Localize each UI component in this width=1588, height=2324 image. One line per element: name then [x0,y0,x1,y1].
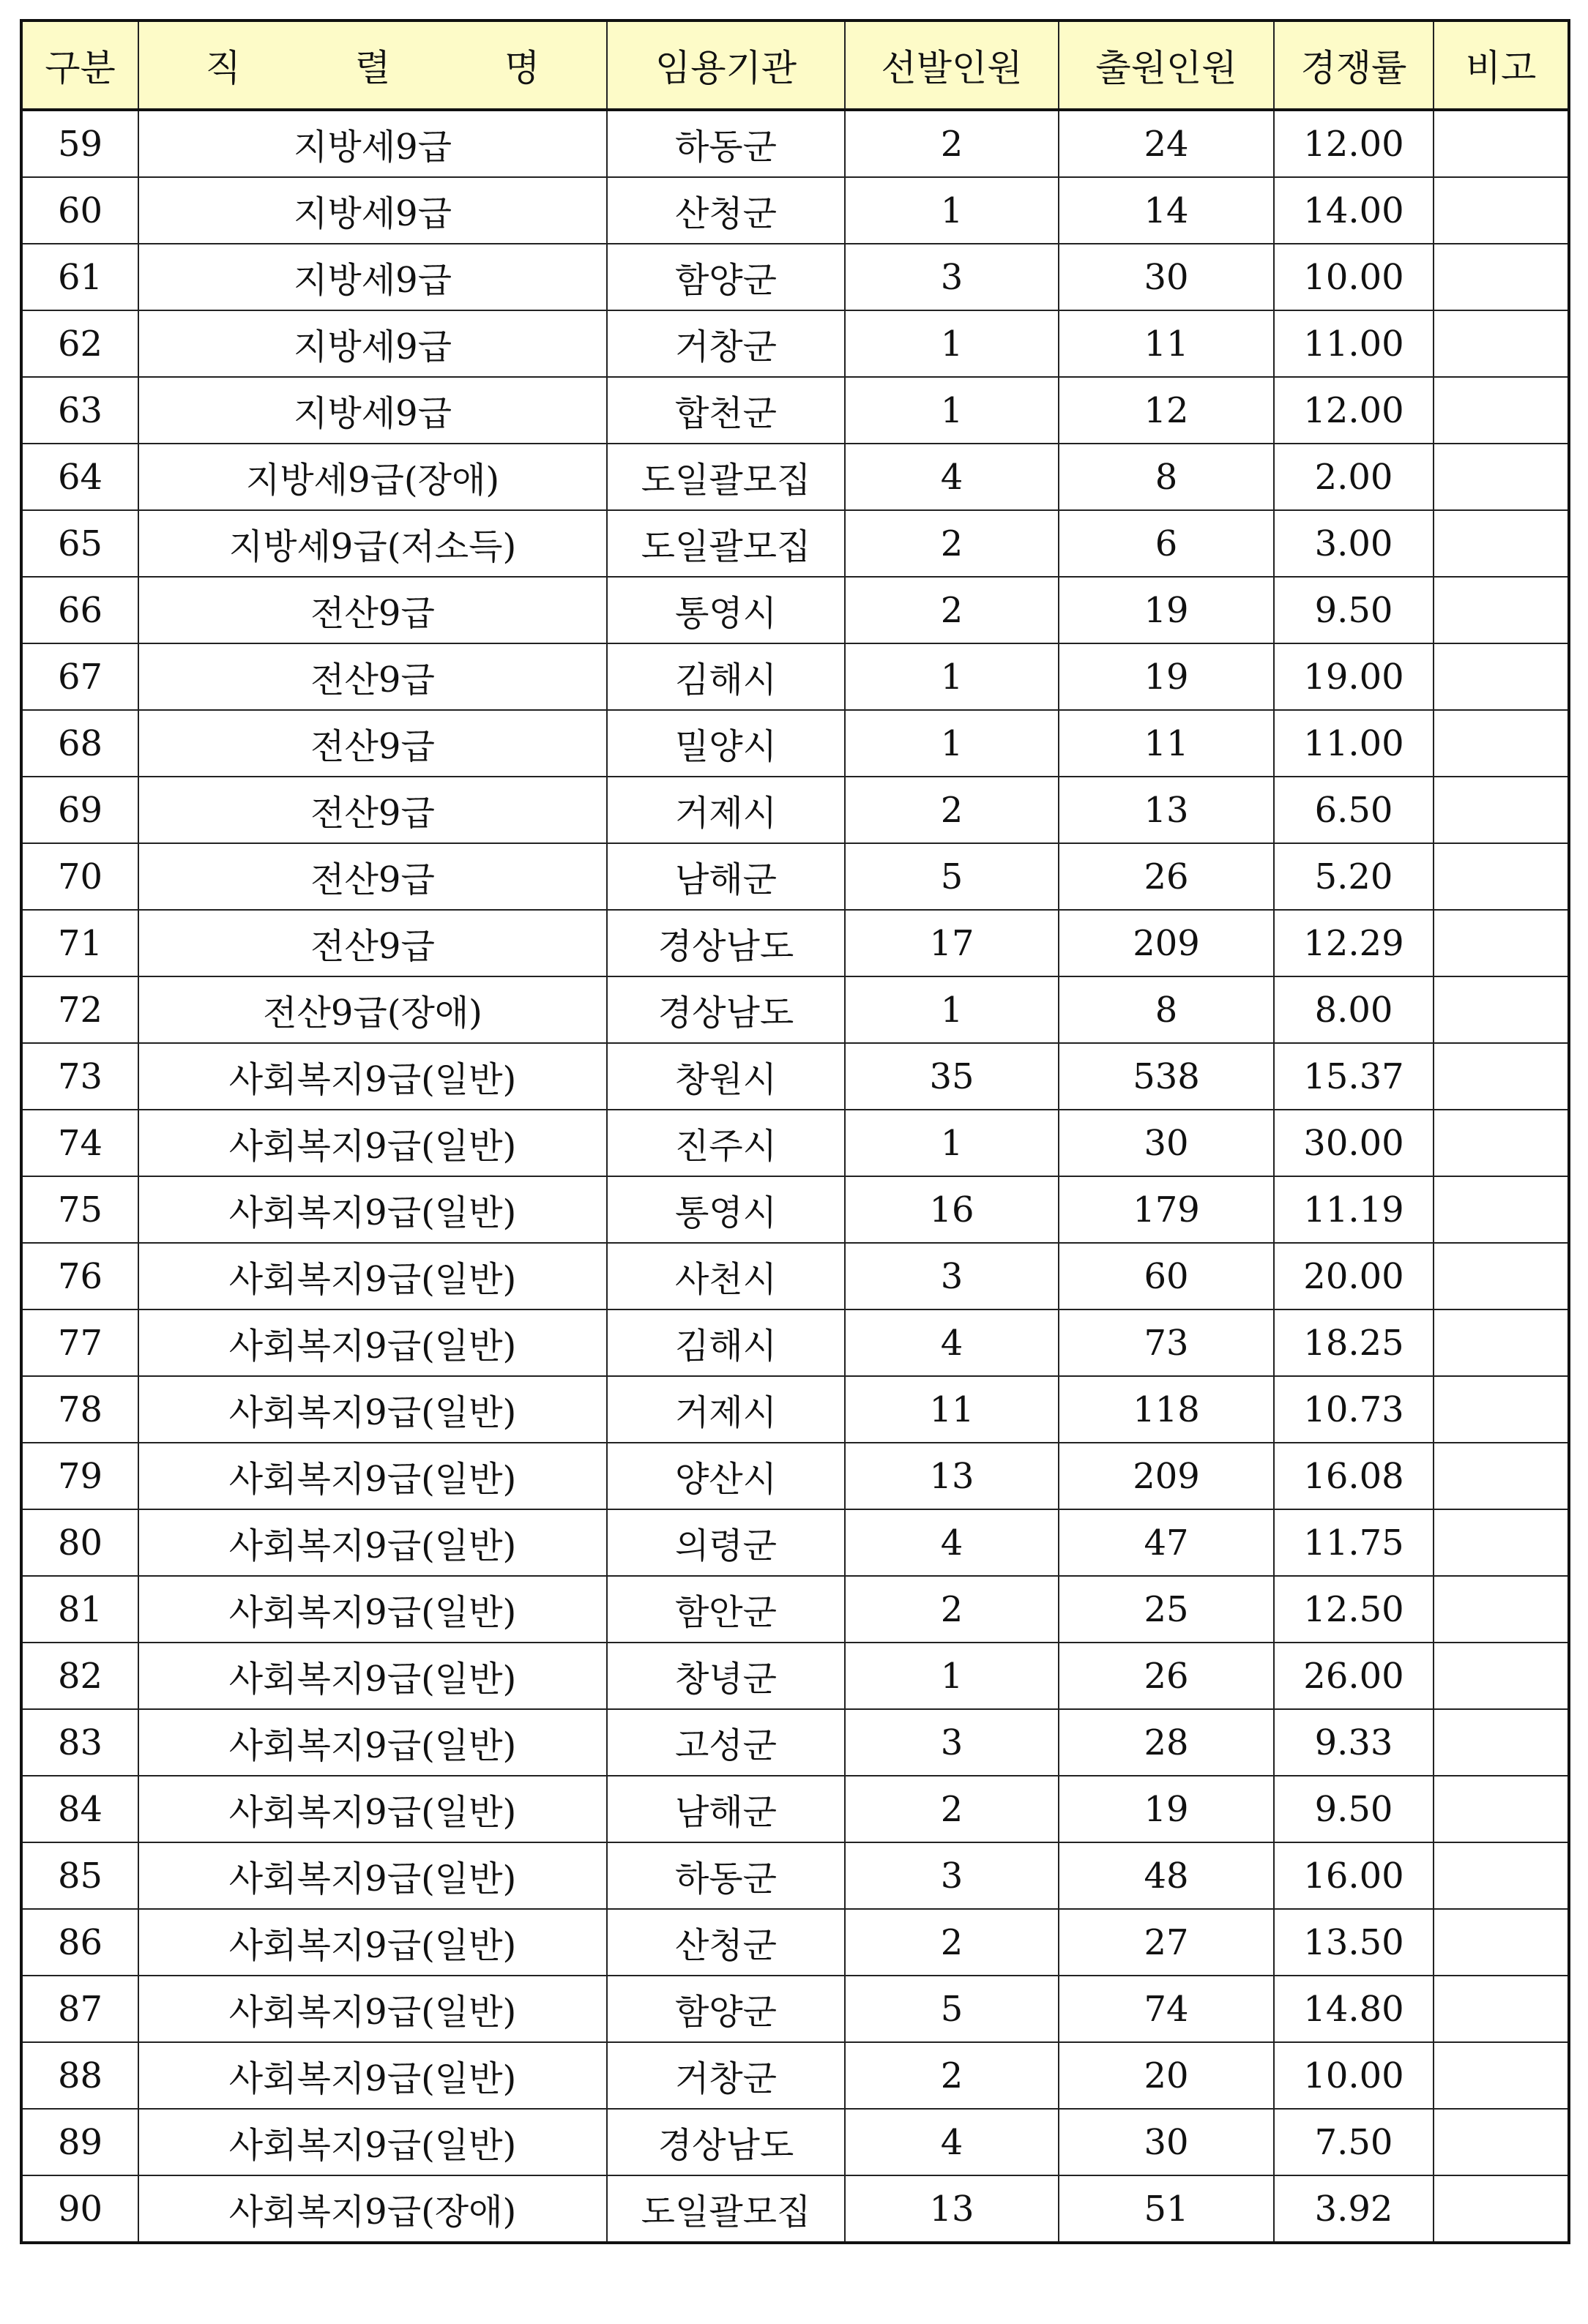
cell-competition-ratio: 14.00 [1274,177,1434,244]
cell-category: 60 [21,177,138,244]
cell-remarks [1434,1309,1569,1376]
cell-competition-ratio: 15.37 [1274,1043,1434,1110]
cell-competition-ratio: 5.20 [1274,843,1434,910]
cell-agency: 도일괄모집 [607,444,845,510]
cell-applicant-count: 30 [1059,2109,1274,2175]
cell-job-title: 전산9급 [138,910,607,976]
cell-agency: 고성군 [607,1709,845,1776]
cell-category: 74 [21,1110,138,1176]
cell-applicant-count: 74 [1059,1976,1274,2042]
cell-agency: 의령군 [607,1509,845,1576]
cell-category: 83 [21,1709,138,1776]
cell-remarks [1434,976,1569,1043]
cell-remarks [1434,1842,1569,1909]
header-competition-ratio: 경쟁률 [1274,20,1434,110]
cell-job-title: 지방세9급 [138,377,607,444]
cell-agency: 진주시 [607,1110,845,1176]
cell-agency: 도일괄모집 [607,510,845,577]
table-row [21,577,1569,643]
cell-category: 71 [21,910,138,976]
cell-category: 62 [21,310,138,377]
cell-remarks [1434,1243,1569,1309]
table-row [21,1043,1569,1110]
cell-category: 68 [21,710,138,777]
cell-remarks [1434,1776,1569,1842]
cell-job-title: 전산9급(장애) [138,976,607,1043]
cell-selected-count: 2 [845,777,1059,843]
cell-selected-count: 2 [845,1576,1059,1643]
cell-competition-ratio: 12.00 [1274,110,1434,177]
cell-applicant-count: 8 [1059,976,1274,1043]
cell-remarks [1434,1043,1569,1110]
cell-job-title: 지방세9급 [138,244,607,310]
cell-remarks [1434,1376,1569,1443]
cell-applicant-count: 30 [1059,244,1274,310]
cell-competition-ratio: 10.73 [1274,1376,1434,1443]
table-row [21,1909,1569,1976]
cell-remarks [1434,1709,1569,1776]
cell-competition-ratio: 16.00 [1274,1842,1434,1909]
cell-selected-count: 3 [845,1243,1059,1309]
cell-agency: 하동군 [607,1842,845,1909]
cell-selected-count: 2 [845,510,1059,577]
cell-job-title: 전산9급 [138,710,607,777]
cell-job-title: 사회복지9급(일반) [138,1376,607,1443]
cell-agency: 경상남도 [607,2109,845,2175]
cell-category: 84 [21,1776,138,1842]
cell-applicant-count: 6 [1059,510,1274,577]
cell-category: 80 [21,1509,138,1576]
cell-category: 63 [21,377,138,444]
cell-job-title: 전산9급 [138,643,607,710]
cell-applicant-count: 26 [1059,1643,1274,1709]
cell-job-title: 전산9급 [138,777,607,843]
cell-agency: 합천군 [607,377,845,444]
cell-remarks [1434,1443,1569,1509]
cell-competition-ratio: 11.75 [1274,1509,1434,1576]
cell-remarks [1434,377,1569,444]
cell-agency: 도일괄모집 [607,2175,845,2243]
table-row [21,1376,1569,1443]
cell-applicant-count: 12 [1059,377,1274,444]
table-header-row [21,20,1569,110]
cell-job-title: 사회복지9급(일반) [138,1776,607,1842]
cell-remarks [1434,1576,1569,1643]
table-row [21,177,1569,244]
cell-competition-ratio: 30.00 [1274,1110,1434,1176]
table-row [21,1176,1569,1243]
cell-applicant-count: 60 [1059,1243,1274,1309]
cell-competition-ratio: 19.00 [1274,643,1434,710]
cell-agency: 거제시 [607,777,845,843]
cell-competition-ratio: 2.00 [1274,444,1434,510]
cell-applicant-count: 11 [1059,710,1274,777]
cell-remarks [1434,843,1569,910]
cell-competition-ratio: 14.80 [1274,1976,1434,2042]
cell-job-title: 지방세9급(장애) [138,444,607,510]
cell-competition-ratio: 12.00 [1274,377,1434,444]
cell-applicant-count: 8 [1059,444,1274,510]
cell-applicant-count: 20 [1059,2042,1274,2109]
cell-category: 64 [21,444,138,510]
cell-job-title: 전산9급 [138,577,607,643]
table-row [21,310,1569,377]
table-row [21,110,1569,177]
table-row [21,1842,1569,1909]
table-row [21,1776,1569,1842]
cell-selected-count: 11 [845,1376,1059,1443]
cell-remarks [1434,110,1569,177]
cell-job-title: 사회복지9급(일반) [138,1709,607,1776]
header-category: 구분 [21,20,138,110]
cell-competition-ratio: 3.00 [1274,510,1434,577]
table-row [21,1643,1569,1709]
cell-remarks [1434,310,1569,377]
cell-category: 81 [21,1576,138,1643]
cell-competition-ratio: 8.00 [1274,976,1434,1043]
cell-applicant-count: 47 [1059,1509,1274,1576]
cell-competition-ratio: 11.19 [1274,1176,1434,1243]
cell-job-title: 사회복지9급(장애) [138,2175,607,2243]
table-row [21,843,1569,910]
cell-competition-ratio: 13.50 [1274,1909,1434,1976]
cell-job-title: 사회복지9급(일반) [138,1909,607,1976]
cell-selected-count: 1 [845,177,1059,244]
cell-agency: 산청군 [607,1909,845,1976]
cell-category: 61 [21,244,138,310]
cell-remarks [1434,510,1569,577]
table-row [21,244,1569,310]
cell-applicant-count: 13 [1059,777,1274,843]
cell-category: 77 [21,1309,138,1376]
cell-job-title: 사회복지9급(일반) [138,1643,607,1709]
cell-agency: 거창군 [607,310,845,377]
cell-category: 59 [21,110,138,177]
cell-remarks [1434,177,1569,244]
header-agency: 임용기관 [607,20,845,110]
cell-competition-ratio: 9.50 [1274,1776,1434,1842]
cell-category: 82 [21,1643,138,1709]
cell-selected-count: 4 [845,1509,1059,1576]
cell-category: 70 [21,843,138,910]
cell-selected-count: 1 [845,1110,1059,1176]
table-row [21,2175,1569,2243]
cell-selected-count: 4 [845,2109,1059,2175]
cell-competition-ratio: 10.00 [1274,244,1434,310]
cell-category: 90 [21,2175,138,2243]
cell-selected-count: 4 [845,1309,1059,1376]
cell-applicant-count: 25 [1059,1576,1274,1643]
cell-remarks [1434,1909,1569,1976]
cell-applicant-count: 179 [1059,1176,1274,1243]
cell-job-title: 지방세9급 [138,110,607,177]
cell-job-title: 사회복지9급(일반) [138,1309,607,1376]
cell-selected-count: 16 [845,1176,1059,1243]
cell-selected-count: 5 [845,843,1059,910]
cell-selected-count: 3 [845,1842,1059,1909]
cell-remarks [1434,1509,1569,1576]
cell-competition-ratio: 6.50 [1274,777,1434,843]
cell-agency: 통영시 [607,1176,845,1243]
cell-applicant-count: 28 [1059,1709,1274,1776]
cell-category: 79 [21,1443,138,1509]
cell-applicant-count: 19 [1059,577,1274,643]
header-selected-count: 선발인원 [845,20,1059,110]
cell-category: 69 [21,777,138,843]
cell-selected-count: 2 [845,1776,1059,1842]
cell-applicant-count: 26 [1059,843,1274,910]
cell-selected-count: 13 [845,2175,1059,2243]
cell-remarks [1434,777,1569,843]
header-job-title: 직 렬 명 [138,20,607,110]
cell-job-title: 사회복지9급(일반) [138,2109,607,2175]
cell-competition-ratio: 12.50 [1274,1576,1434,1643]
cell-job-title: 지방세9급(저소득) [138,510,607,577]
cell-category: 87 [21,1976,138,2042]
cell-remarks [1434,643,1569,710]
cell-remarks [1434,1643,1569,1709]
cell-job-title: 사회복지9급(일반) [138,1043,607,1110]
cell-competition-ratio: 18.25 [1274,1309,1434,1376]
cell-job-title: 사회복지9급(일반) [138,1243,607,1309]
cell-applicant-count: 538 [1059,1043,1274,1110]
cell-agency: 경상남도 [607,910,845,976]
cell-selected-count: 2 [845,1909,1059,1976]
cell-competition-ratio: 16.08 [1274,1443,1434,1509]
cell-category: 75 [21,1176,138,1243]
table-row [21,1110,1569,1176]
cell-selected-count: 2 [845,110,1059,177]
cell-agency: 거창군 [607,2042,845,2109]
cell-applicant-count: 209 [1059,910,1274,976]
cell-selected-count: 3 [845,244,1059,310]
cell-agency: 통영시 [607,577,845,643]
cell-selected-count: 1 [845,643,1059,710]
cell-competition-ratio: 12.29 [1274,910,1434,976]
table-row [21,1576,1569,1643]
cell-selected-count: 1 [845,310,1059,377]
cell-selected-count: 4 [845,444,1059,510]
table-row [21,1243,1569,1309]
table-row [21,1443,1569,1509]
table-row [21,643,1569,710]
recruitment-table [20,19,1570,2244]
cell-competition-ratio: 9.33 [1274,1709,1434,1776]
cell-agency: 거제시 [607,1376,845,1443]
header-applicant-count: 출원인원 [1059,20,1274,110]
cell-applicant-count: 11 [1059,310,1274,377]
cell-job-title: 사회복지9급(일반) [138,1110,607,1176]
cell-selected-count: 35 [845,1043,1059,1110]
cell-category: 66 [21,577,138,643]
cell-applicant-count: 30 [1059,1110,1274,1176]
table-row [21,1509,1569,1576]
cell-selected-count: 5 [845,1976,1059,2042]
cell-selected-count: 1 [845,710,1059,777]
cell-selected-count: 2 [845,2042,1059,2109]
cell-applicant-count: 51 [1059,2175,1274,2243]
cell-selected-count: 1 [845,1643,1059,1709]
cell-applicant-count: 27 [1059,1909,1274,1976]
cell-applicant-count: 48 [1059,1842,1274,1909]
cell-category: 65 [21,510,138,577]
table-body [21,110,1569,2243]
cell-agency: 함양군 [607,244,845,310]
cell-competition-ratio: 11.00 [1274,310,1434,377]
cell-applicant-count: 19 [1059,1776,1274,1842]
cell-competition-ratio: 26.00 [1274,1643,1434,1709]
cell-applicant-count: 24 [1059,110,1274,177]
table-row [21,2042,1569,2109]
cell-job-title: 사회복지9급(일반) [138,1176,607,1243]
cell-agency: 경상남도 [607,976,845,1043]
cell-job-title: 사회복지9급(일반) [138,1976,607,2042]
cell-category: 89 [21,2109,138,2175]
cell-category: 76 [21,1243,138,1309]
cell-category: 86 [21,1909,138,1976]
cell-agency: 함양군 [607,1976,845,2042]
cell-remarks [1434,1176,1569,1243]
cell-remarks [1434,910,1569,976]
cell-applicant-count: 118 [1059,1376,1274,1443]
cell-job-title: 사회복지9급(일반) [138,1509,607,1576]
cell-competition-ratio: 10.00 [1274,2042,1434,2109]
cell-applicant-count: 14 [1059,177,1274,244]
cell-selected-count: 3 [845,1709,1059,1776]
table-row [21,2109,1569,2175]
cell-selected-count: 17 [845,910,1059,976]
cell-selected-count: 2 [845,577,1059,643]
table-row [21,910,1569,976]
cell-remarks [1434,244,1569,310]
cell-agency: 밀양시 [607,710,845,777]
table-row [21,510,1569,577]
cell-remarks [1434,1110,1569,1176]
cell-agency: 산청군 [607,177,845,244]
cell-agency: 함안군 [607,1576,845,1643]
cell-category: 78 [21,1376,138,1443]
cell-agency: 남해군 [607,843,845,910]
cell-agency: 김해시 [607,643,845,710]
table-row [21,1709,1569,1776]
table-row [21,777,1569,843]
cell-remarks [1434,710,1569,777]
table-row [21,1309,1569,1376]
cell-agency: 하동군 [607,110,845,177]
cell-job-title: 지방세9급 [138,310,607,377]
cell-remarks [1434,1976,1569,2042]
table-row [21,444,1569,510]
cell-agency: 창녕군 [607,1643,845,1709]
cell-job-title: 사회복지9급(일반) [138,1576,607,1643]
cell-competition-ratio: 11.00 [1274,710,1434,777]
cell-competition-ratio: 20.00 [1274,1243,1434,1309]
cell-competition-ratio: 9.50 [1274,577,1434,643]
cell-competition-ratio: 3.92 [1274,2175,1434,2243]
cell-competition-ratio: 7.50 [1274,2109,1434,2175]
cell-remarks [1434,2175,1569,2243]
cell-remarks [1434,577,1569,643]
cell-job-title: 지방세9급 [138,177,607,244]
table-row [21,1976,1569,2042]
cell-agency: 창원시 [607,1043,845,1110]
table-row [21,710,1569,777]
cell-selected-count: 13 [845,1443,1059,1509]
header-remarks: 비고 [1434,20,1569,110]
cell-job-title: 사회복지9급(일반) [138,2042,607,2109]
cell-job-title: 전산9급 [138,843,607,910]
cell-remarks [1434,444,1569,510]
cell-category: 67 [21,643,138,710]
cell-category: 88 [21,2042,138,2109]
cell-category: 73 [21,1043,138,1110]
cell-remarks [1434,2042,1569,2109]
table-row [21,976,1569,1043]
cell-selected-count: 1 [845,377,1059,444]
cell-category: 72 [21,976,138,1043]
cell-job-title: 사회복지9급(일반) [138,1443,607,1509]
cell-selected-count: 1 [845,976,1059,1043]
table-row [21,377,1569,444]
cell-applicant-count: 19 [1059,643,1274,710]
cell-agency: 사천시 [607,1243,845,1309]
cell-applicant-count: 209 [1059,1443,1274,1509]
cell-remarks [1434,2109,1569,2175]
cell-agency: 김해시 [607,1309,845,1376]
cell-job-title: 사회복지9급(일반) [138,1842,607,1909]
cell-agency: 양산시 [607,1443,845,1509]
cell-agency: 남해군 [607,1776,845,1842]
cell-category: 85 [21,1842,138,1909]
cell-applicant-count: 73 [1059,1309,1274,1376]
